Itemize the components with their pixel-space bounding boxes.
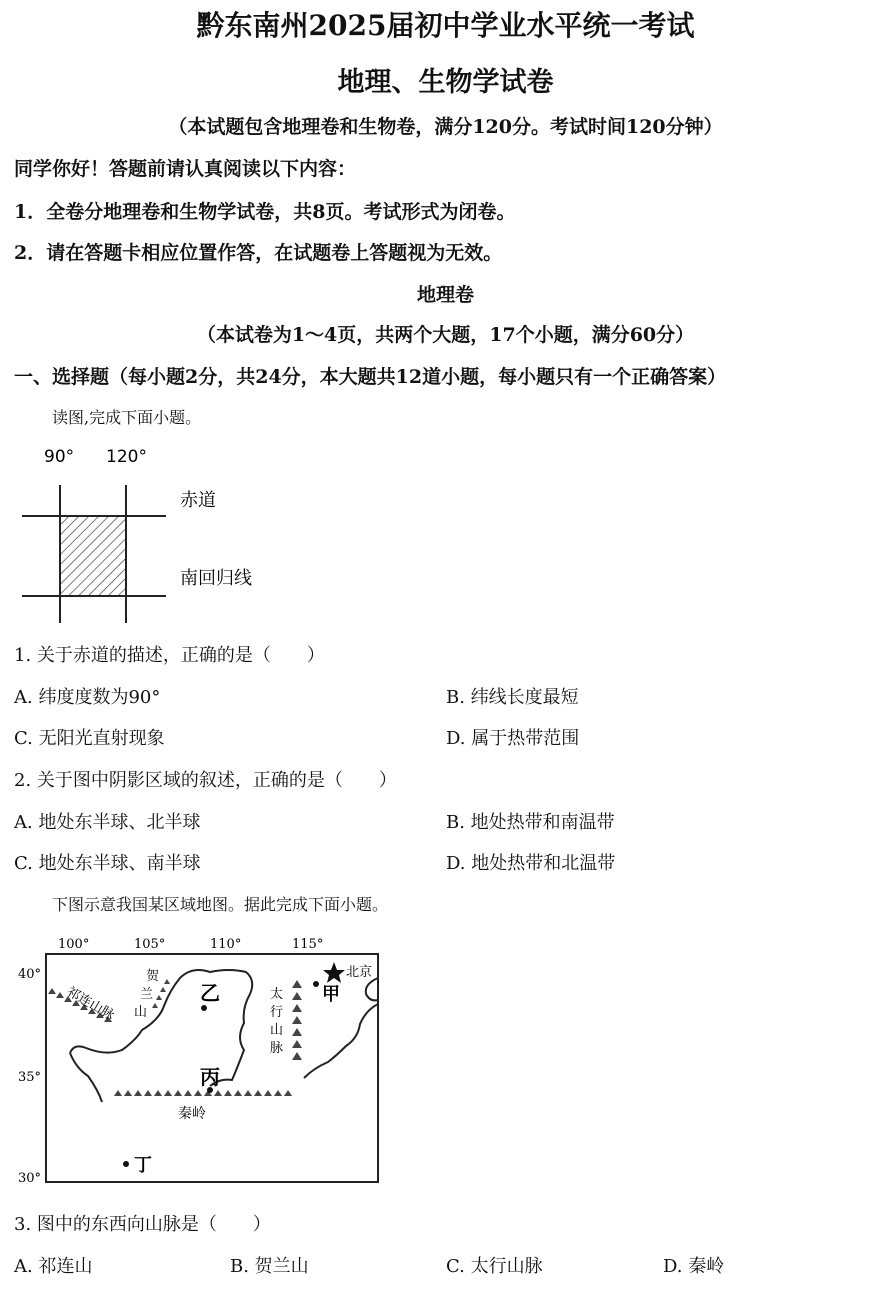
shaded-area [60, 516, 126, 596]
point-jia [313, 981, 319, 987]
taihang-mountains [292, 980, 302, 1060]
q3-option-b[interactable]: B. 贺兰山 [230, 1256, 309, 1277]
region-map [14, 928, 394, 1190]
taihang-label-2: 行 [270, 1005, 284, 1020]
yi-label: 乙 [200, 981, 220, 1005]
ding-label: 丁 [134, 1155, 152, 1176]
exam-title: 黔东南州2025届初中学业水平统一考试 [196, 9, 695, 42]
q3-option-a[interactable]: A. 祁连山 [14, 1256, 93, 1277]
lat-40-label: 40° [18, 967, 42, 982]
point-ding [123, 1161, 129, 1167]
tropic-label: 南回归线 [180, 568, 252, 589]
helan-label-3: 山 [134, 1005, 148, 1020]
figure1-grid [16, 440, 296, 630]
river-west [70, 1053, 102, 1102]
part1-heading: 一、选择题（每小题2分，共24分，本大题共12道小题，每小题只有一个正确答案） [14, 366, 727, 388]
beijing-star-icon [323, 962, 345, 983]
yellow-river [70, 970, 252, 1086]
q2-option-d[interactable]: D. 地处热带和北温带 [446, 853, 616, 874]
helan-label-2: 兰 [140, 987, 154, 1002]
q2-stem: 2. 关于图中阴影区域的叙述，正确的是（ ） [14, 770, 397, 791]
jia-label: 甲 [322, 984, 340, 1005]
q2-option-b[interactable]: B. 地处热带和南温带 [446, 812, 615, 833]
exam-note: （本试题包含地理卷和生物卷，满分120分。考试时间120分钟） [168, 116, 723, 138]
q1-option-b[interactable]: B. 纬线长度最短 [446, 687, 579, 708]
qilian-label: 祁连山脉 [64, 984, 117, 1024]
section-note: （本试卷为1～4页，共两个大题，17个小题，满分60分） [196, 324, 695, 346]
equator-label: 赤道 [180, 490, 216, 511]
q1-option-a[interactable]: A. 纬度度数为90° [14, 687, 161, 708]
q1-stem: 1. 关于赤道的描述，正确的是（ ） [14, 645, 325, 666]
q1-option-d[interactable]: D. 属于热带范围 [446, 728, 580, 749]
qinling-mountains [114, 1090, 292, 1096]
lon-100-label: 100° [58, 937, 90, 952]
q2-option-a[interactable]: A. 地处东半球、北半球 [14, 812, 201, 833]
figure2-intro: 下图示意我国某区域地图。据此完成下面小题。 [52, 895, 389, 914]
lon-120-label: 120° [106, 447, 147, 467]
greeting: 同学你好！答题前请认真阅读以下内容： [14, 158, 357, 180]
lat-30-label: 30° [18, 1171, 42, 1186]
q3-option-d[interactable]: D. 秦岭 [663, 1256, 725, 1277]
instruction-2: 2．请在答题卡相应位置作答，在试题卷上答题视为无效。 [14, 242, 503, 264]
q3-option-c[interactable]: C. 太行山脉 [446, 1256, 543, 1277]
lon-110-label: 110° [210, 937, 242, 952]
taihang-label-1: 太 [270, 987, 284, 1002]
lon-90-label: 90° [44, 447, 75, 467]
lon-115-label: 115° [292, 937, 324, 952]
instruction-1: 1．全卷分地理卷和生物学试卷，共8页。考试形式为闭卷。 [14, 201, 516, 223]
section-title: 地理卷 [416, 284, 474, 306]
taihang-label-3: 山 [270, 1023, 284, 1038]
qinling-label: 秦岭 [178, 1106, 206, 1122]
figure1-intro: 读图,完成下面小题。 [52, 408, 202, 427]
exam-subtitle: 地理、生物学试卷 [337, 67, 554, 98]
point-yi [201, 1005, 207, 1011]
beijing-label: 北京 [346, 965, 373, 980]
q2-option-c[interactable]: C. 地处东半球、南半球 [14, 853, 201, 874]
q3-stem: 3. 图中的东西向山脉是（ ） [14, 1214, 271, 1235]
lon-105-label: 105° [134, 937, 166, 952]
taihang-label-4: 脉 [270, 1041, 284, 1056]
helan-label-1: 贺 [146, 969, 160, 984]
bing-label: 丙 [200, 1065, 220, 1089]
coastline [304, 1004, 378, 1078]
q1-option-c[interactable]: C. 无阳光直射现象 [14, 728, 165, 749]
bohai-coast [366, 978, 378, 1000]
lat-35-label: 35° [18, 1070, 42, 1085]
